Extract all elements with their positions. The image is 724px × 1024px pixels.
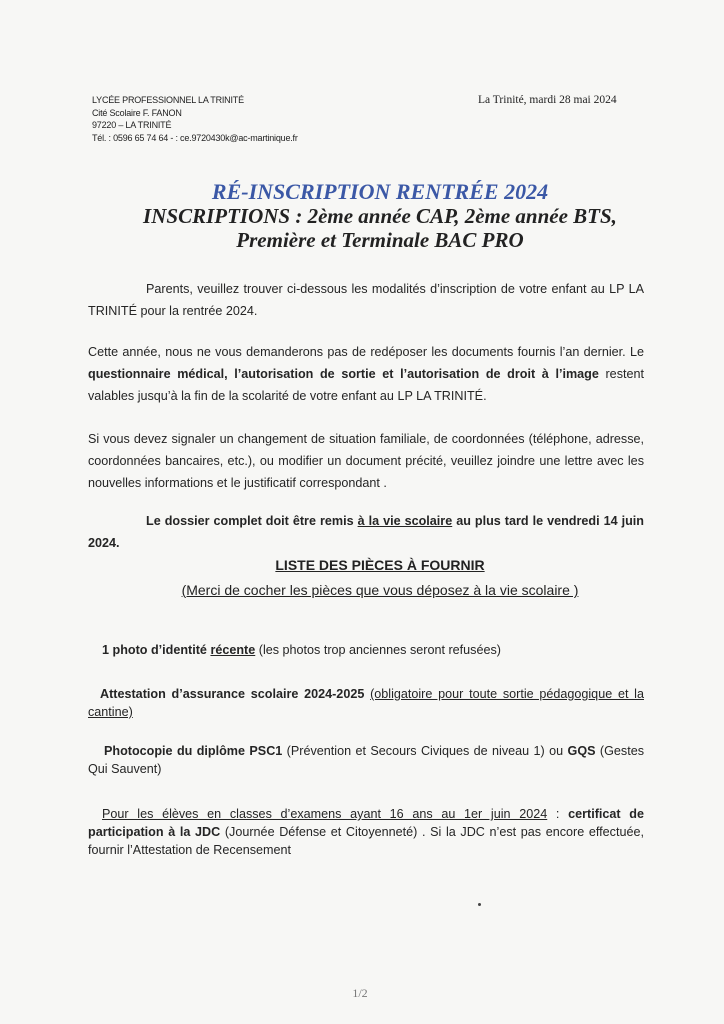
list-title-text: LISTE DES PIÈCES À FOURNIR (275, 557, 485, 573)
item-jdc-bold: certificat de participation à la JDC (88, 807, 645, 839)
item-jdc-note: (Journée Défense et Citoyenneté) . Si la JDC n’est pas encore effectuée, fournir l’Attestation de Recensement (88, 825, 644, 857)
title-line-3: Première et Terminale BAC PRO (236, 228, 524, 252)
paragraph-intro: Parents, veuillez trouver ci-dessous les modalités d’inscription de votre enfant au LP LA TRINITÉ pour la rentrée 2024. (88, 282, 644, 318)
list-item-photo (88, 641, 644, 659)
title-line-1: RÉ-INSCRIPTION RENTRÉE 2024 (211, 179, 549, 204)
paragraph-documents (88, 341, 644, 407)
scan-speck (478, 903, 481, 906)
school-header (92, 94, 392, 144)
title-line-2: INSCRIPTIONS : 2ème année CAP, 2ème année BTS, (143, 204, 617, 228)
item-jdc-sep: : (547, 807, 569, 821)
deadline-text-c: au plus tard le vendredi 14 juin 2024. (88, 514, 644, 550)
list-item-jdc (88, 805, 644, 859)
item-photo-note: (les photos trop anciennes seront refusées) (255, 643, 501, 657)
paragraph-changes: Si vous devez signaler un changement de situation familiale, de coordonnées (téléphone, adresse, coordonnées bancaires, etc.), ou modifier un document précité, veuillez joindre une lettre avec les nouvelles informations et le justificatif correspondant . (88, 432, 644, 490)
page-number: 1/2 (352, 986, 368, 1000)
document-title (90, 180, 670, 252)
item-diploma-bold: Photocopie du diplôme PSC1 (104, 744, 283, 758)
school-contact: Tél. : 0596 65 74 64 - : ce.9720430k@ac-martinique.fr (92, 132, 298, 143)
item-photo-bold: 1 photo d’identité (102, 643, 211, 657)
item-insurance-bold: Attestation d’assurance scolaire 2024-2025 (100, 687, 365, 701)
item-jdc-condition: Pour les élèves en classes d’examens ayant 16 ans au 1er juin 2024 (102, 807, 548, 821)
document-date: La Trinité, mardi 28 mai 2024 (478, 94, 617, 106)
list-subtitle (90, 580, 670, 600)
paragraph-deadline (88, 510, 644, 554)
item-diploma-gqs-note: (Gestes Qui Sauvent) (88, 744, 645, 776)
deadline-text-a: Le dossier complet doit être remis (146, 514, 358, 528)
list-subtitle-text: (Merci de cocher les pièces que vous déposez à la vie scolaire ) (181, 582, 579, 598)
item-insurance-note: (obligatoire pour toute sortie pédagogique et la cantine) (88, 687, 644, 719)
deadline-place: à la vie scolaire (357, 514, 453, 528)
paragraph-documents-text-c: restent valables jusqu’à la fin de la scolarité de votre enfant au LP LA TRINITÉ. (88, 367, 644, 403)
item-photo-recent: récente (210, 643, 256, 657)
school-city: 97220 – LA TRINITÉ (92, 120, 172, 130)
list-item-insurance (88, 685, 644, 721)
item-diploma-gqs: GQS (567, 744, 596, 758)
item-diploma-note: (Prévention et Secours Civiques de niveau 1) ou (282, 744, 568, 758)
paragraph-documents-bold: questionnaire médical, l’autorisation de sortie et l’autorisation de droit à l’image (88, 367, 599, 381)
school-site: Cité Scolaire F. FANON (92, 107, 182, 118)
school-name: LYCÉE PROFESSIONNEL LA TRINITÉ (92, 95, 244, 105)
paragraph-documents-text-a: Cette année, nous ne vous demanderons pas de redéposer les documents fournis l’an dernier. Le (88, 345, 644, 359)
list-title (90, 555, 670, 575)
list-item-diploma (88, 742, 644, 778)
